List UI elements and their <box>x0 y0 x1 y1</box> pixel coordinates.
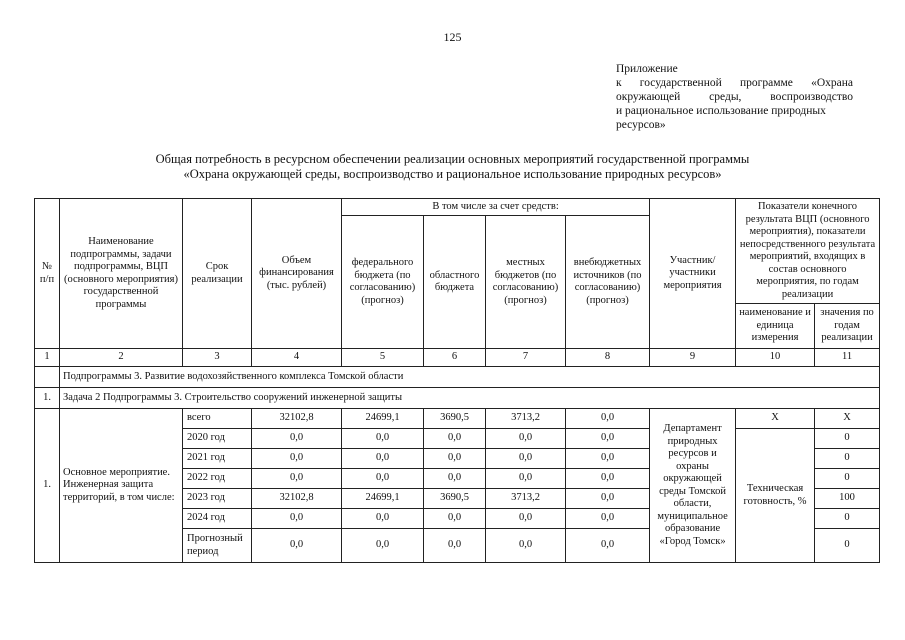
federal-cell: 0,0 <box>342 429 424 449</box>
term-cell: 2021 год <box>183 449 252 469</box>
column-number: 1 <box>35 349 60 367</box>
table-row <box>35 409 880 429</box>
header-name: Наименование подпрограммы, задачи подпрограммы, ВЦП (основного мероприятия) государственной программы <box>60 199 183 349</box>
term-cell: 2023 год <box>183 489 252 509</box>
header-row <box>35 199 880 216</box>
federal-cell: 24699,1 <box>342 489 424 509</box>
regional-cell: 3690,5 <box>424 489 486 509</box>
indicator-value-cell: 0 <box>815 469 880 489</box>
federal-cell: 0,0 <box>342 529 424 563</box>
header-extra: внебюджетных источников (по согласованию) (прогноз) <box>566 216 650 349</box>
local-cell: 0,0 <box>486 429 566 449</box>
column-number: 6 <box>424 349 486 367</box>
column-number: 9 <box>650 349 736 367</box>
federal-cell: 0,0 <box>342 449 424 469</box>
column-number: 3 <box>183 349 252 367</box>
indicator-value-cell: 0 <box>815 509 880 529</box>
federal-cell: 0,0 <box>342 469 424 489</box>
indicator-value-cell: 0 <box>815 529 880 563</box>
volume-cell: 0,0 <box>252 449 342 469</box>
extra-cell: 0,0 <box>566 409 650 429</box>
title-line: «Охрана окружающей среды, воспроизводство и рациональное использование природных ресурсов» <box>183 167 722 181</box>
indicator-value-cell: 100 <box>815 489 880 509</box>
regional-cell: 0,0 <box>424 509 486 529</box>
local-cell: 3713,2 <box>486 409 566 429</box>
extra-cell: 0,0 <box>566 489 650 509</box>
document-title <box>0 152 905 182</box>
regional-cell: 0,0 <box>424 469 486 489</box>
subprogram-num <box>35 367 60 388</box>
local-cell: 0,0 <box>486 529 566 563</box>
indicator-value-cell: X <box>815 409 880 429</box>
volume-cell: 0,0 <box>252 509 342 529</box>
header-regional: областного бюджета <box>424 216 486 349</box>
column-number: 10 <box>736 349 815 367</box>
regional-cell: 3690,5 <box>424 409 486 429</box>
indicator-name-cell: Техническая готовность, % <box>736 429 815 563</box>
column-number: 11 <box>815 349 880 367</box>
volume-cell: 32102,8 <box>252 489 342 509</box>
title-line: Общая потребность в ресурсном обеспечении реализации основных мероприятий государственной программы <box>155 152 750 166</box>
column-number: 7 <box>486 349 566 367</box>
term-cell: 2024 год <box>183 509 252 529</box>
appendix-line: ресурсов» <box>616 119 666 131</box>
appendix-line: и рациональное использование природных <box>616 105 826 117</box>
header-federal: федерального бюджета (по согласованию) (прогноз) <box>342 216 424 349</box>
appendix-line: Приложение <box>616 63 678 75</box>
volume-cell: 32102,8 <box>252 409 342 429</box>
participant-cell: Департамент природных ресурсов и охраны окружающей среды Томской области, муниципальное образование «Город Томск» <box>650 409 736 563</box>
column-number: 8 <box>566 349 650 367</box>
resource-table <box>34 198 880 563</box>
local-cell: 0,0 <box>486 469 566 489</box>
appendix-line: к государственной программе «Охрана <box>616 77 853 89</box>
header-local: местных бюджетов (по согласованию) (прогноз) <box>486 216 566 349</box>
term-cell: 2022 год <box>183 469 252 489</box>
header-indicator-name: наименование и единица измерения <box>736 304 815 349</box>
local-cell: 0,0 <box>486 449 566 469</box>
regional-cell: 0,0 <box>424 449 486 469</box>
subprogram-row <box>35 367 880 388</box>
appendix-line: окружающей среды, воспроизводство <box>616 91 853 103</box>
federal-cell: 0,0 <box>342 509 424 529</box>
header-volume: Объем финансирования (тыс. рублей) <box>252 199 342 349</box>
indicator-value-cell: 0 <box>815 449 880 469</box>
column-numbers-row <box>35 349 880 367</box>
header-including: В том числе за счет средств: <box>342 199 650 216</box>
volume-cell: 0,0 <box>252 529 342 563</box>
column-number: 5 <box>342 349 424 367</box>
extra-cell: 0,0 <box>566 429 650 449</box>
task-title: Задача 2 Подпрограммы 3. Строительство сооружений инженерной защиты <box>60 388 880 409</box>
activity-num: 1. <box>35 409 60 563</box>
local-cell: 3713,2 <box>486 489 566 509</box>
indicator-value-cell: 0 <box>815 429 880 449</box>
activity-name: Основное мероприятие. Инженерная защита территорий, в том числе: <box>60 409 183 563</box>
term-cell: всего <box>183 409 252 429</box>
indicator-name-cell: X <box>736 409 815 429</box>
header-indicator-values: значения по годам реализации <box>815 304 880 349</box>
regional-cell: 0,0 <box>424 429 486 449</box>
header-num: № п/п <box>35 199 60 349</box>
column-number: 4 <box>252 349 342 367</box>
extra-cell: 0,0 <box>566 509 650 529</box>
regional-cell: 0,0 <box>424 529 486 563</box>
federal-cell: 24699,1 <box>342 409 424 429</box>
header-indicators: Показатели конечного результата ВЦП (основного мероприятия), показатели непосредственного результата мероприятий, входящих в состав основного мероприятия, по годам реализации <box>736 199 880 304</box>
header-term: Срок реализации <box>183 199 252 349</box>
subprogram-title: Подпрограммы 3. Развитие водохозяйственного комплекса Томской области <box>60 367 880 388</box>
extra-cell: 0,0 <box>566 529 650 563</box>
local-cell: 0,0 <box>486 509 566 529</box>
term-cell: Прогнозный период <box>183 529 252 563</box>
column-number: 2 <box>60 349 183 367</box>
term-cell: 2020 год <box>183 429 252 449</box>
header-participant: Участник/ участники мероприятия <box>650 199 736 349</box>
volume-cell: 0,0 <box>252 429 342 449</box>
task-row <box>35 388 880 409</box>
appendix-note <box>616 62 853 132</box>
task-num: 1. <box>35 388 60 409</box>
page-number: 125 <box>443 30 462 44</box>
extra-cell: 0,0 <box>566 469 650 489</box>
volume-cell: 0,0 <box>252 469 342 489</box>
extra-cell: 0,0 <box>566 449 650 469</box>
